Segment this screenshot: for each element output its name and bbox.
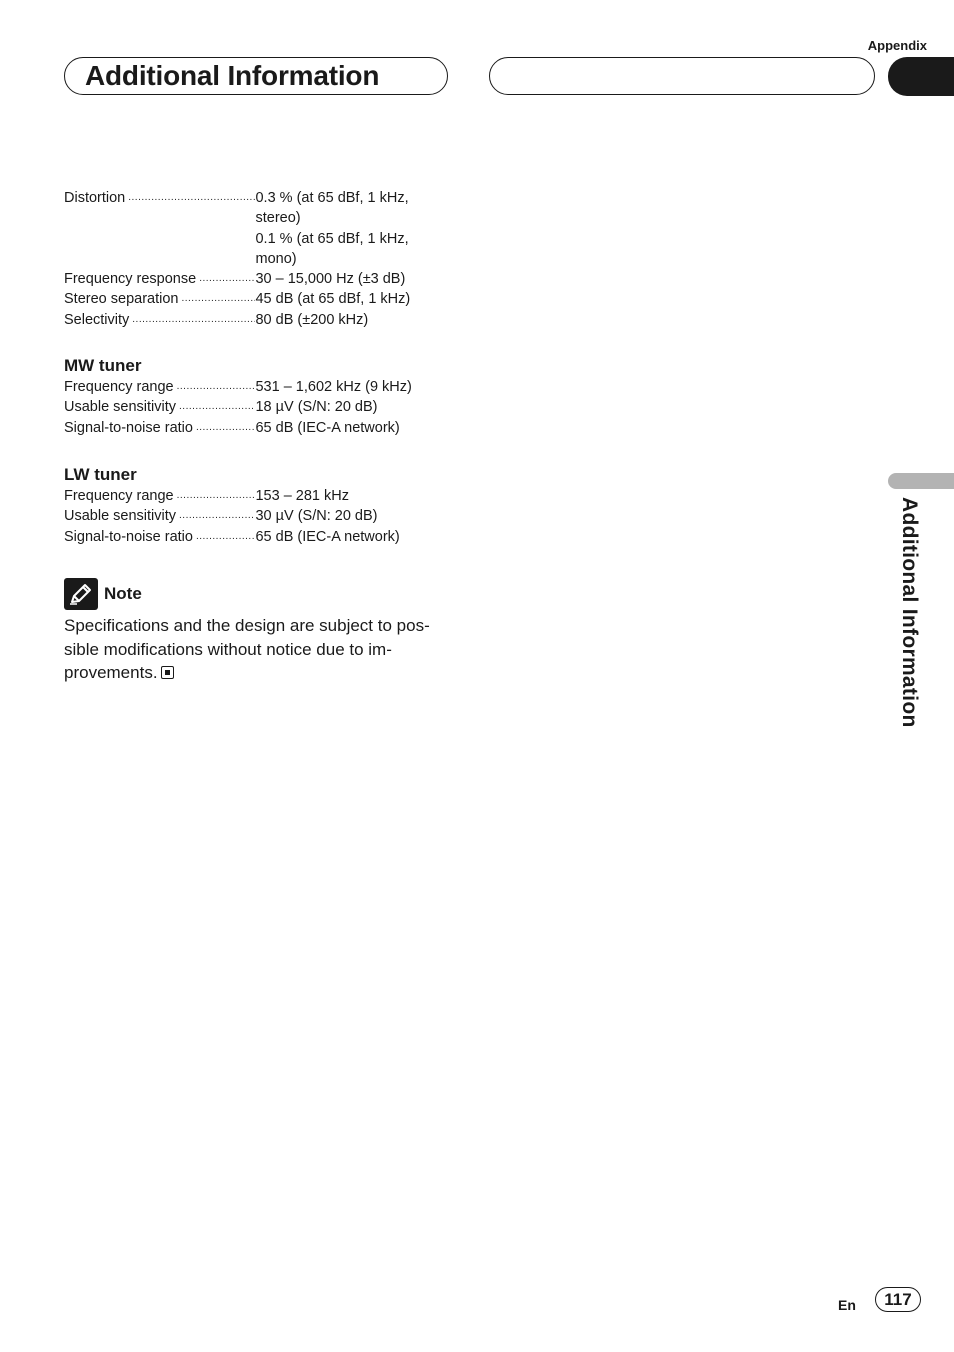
mw-tuner-section — [64, 355, 444, 438]
section-title-box — [64, 57, 448, 95]
spec-value: 531 – 1,602 kHz (9 kHz) — [255, 379, 412, 395]
note-label: Note — [104, 584, 142, 603]
header-black-tab — [888, 57, 954, 96]
note-line-last — [64, 661, 449, 685]
side-tab-marker — [888, 473, 954, 489]
spec-value: 0.1 % (at 65 dBf, 1 kHz, — [255, 230, 409, 247]
spec-value: 45 dB (at 65 dBf, 1 kHz) — [255, 291, 411, 308]
spec-value: 153 – 281 kHz — [255, 488, 349, 504]
spec-value: 65 dB (IEC-A network) — [255, 419, 400, 436]
spec-label: Selectivity — [64, 311, 130, 328]
spec-value: 65 dB (IEC-A network) — [255, 528, 400, 545]
spec-label: Signal-to-noise ratio — [64, 419, 193, 436]
spec-value: 0.3 % (at 65 dBf, 1 kHz, — [255, 190, 409, 206]
spec-label: Signal-to-noise ratio — [64, 528, 193, 545]
note-text — [64, 614, 449, 685]
spec-row-lw-usable-sensitivity — [64, 506, 444, 526]
note-line: Specifications and the design are subject to pos- — [64, 616, 430, 635]
spec-value: 30 – 15,000 Hz (±3 dB) — [255, 271, 406, 288]
mw-tuner-heading: MW tuner — [64, 356, 142, 375]
spec-row-frequency-response — [64, 269, 444, 289]
page-title: Additional Information — [85, 60, 380, 91]
note-header — [64, 578, 142, 610]
lw-tuner-section — [64, 464, 444, 547]
page-number: 117 — [875, 1287, 921, 1312]
end-of-section-icon — [161, 666, 174, 679]
spec-label: Frequency range — [64, 488, 174, 504]
note-line: sible modifications without notice due to im- — [64, 639, 392, 659]
side-tab-label: Additional Information — [898, 497, 921, 728]
spec-label: Usable sensitivity — [64, 508, 177, 525]
lw-tuner-heading: LW tuner — [64, 465, 137, 484]
spec-label: Distortion — [64, 190, 126, 206]
spec-value: 80 dB (±200 kHz) — [255, 311, 369, 328]
spec-value: mono) — [255, 250, 297, 267]
spec-row-lw-frequency-range — [64, 486, 444, 506]
fm-spec-list — [64, 188, 444, 330]
spec-row-stereo-separation — [64, 289, 444, 309]
pencil-note-icon — [64, 578, 98, 610]
spec-label: Frequency response — [64, 271, 197, 288]
spec-row-mw-frequency-range — [64, 377, 444, 397]
spec-label: Stereo separation — [64, 291, 179, 308]
spec-row-selectivity — [64, 310, 444, 330]
appendix-label: Appendix — [867, 38, 927, 53]
spec-value: stereo) — [255, 210, 301, 227]
spec-row-mw-usable-sensitivity — [64, 397, 444, 417]
spec-value: 30 µV (S/N: 20 dB) — [255, 508, 378, 525]
spec-row-lw-snr — [64, 527, 444, 547]
spec-row-distortion — [64, 188, 444, 269]
spec-label: Frequency range — [64, 379, 174, 395]
spec-value: 18 µV (S/N: 20 dB) — [255, 399, 378, 416]
spec-row-mw-snr — [64, 418, 444, 438]
header-empty-box — [489, 57, 875, 95]
spec-label: Usable sensitivity — [64, 399, 177, 416]
note-line: provements. — [64, 663, 158, 682]
language-label: En — [838, 1297, 856, 1313]
